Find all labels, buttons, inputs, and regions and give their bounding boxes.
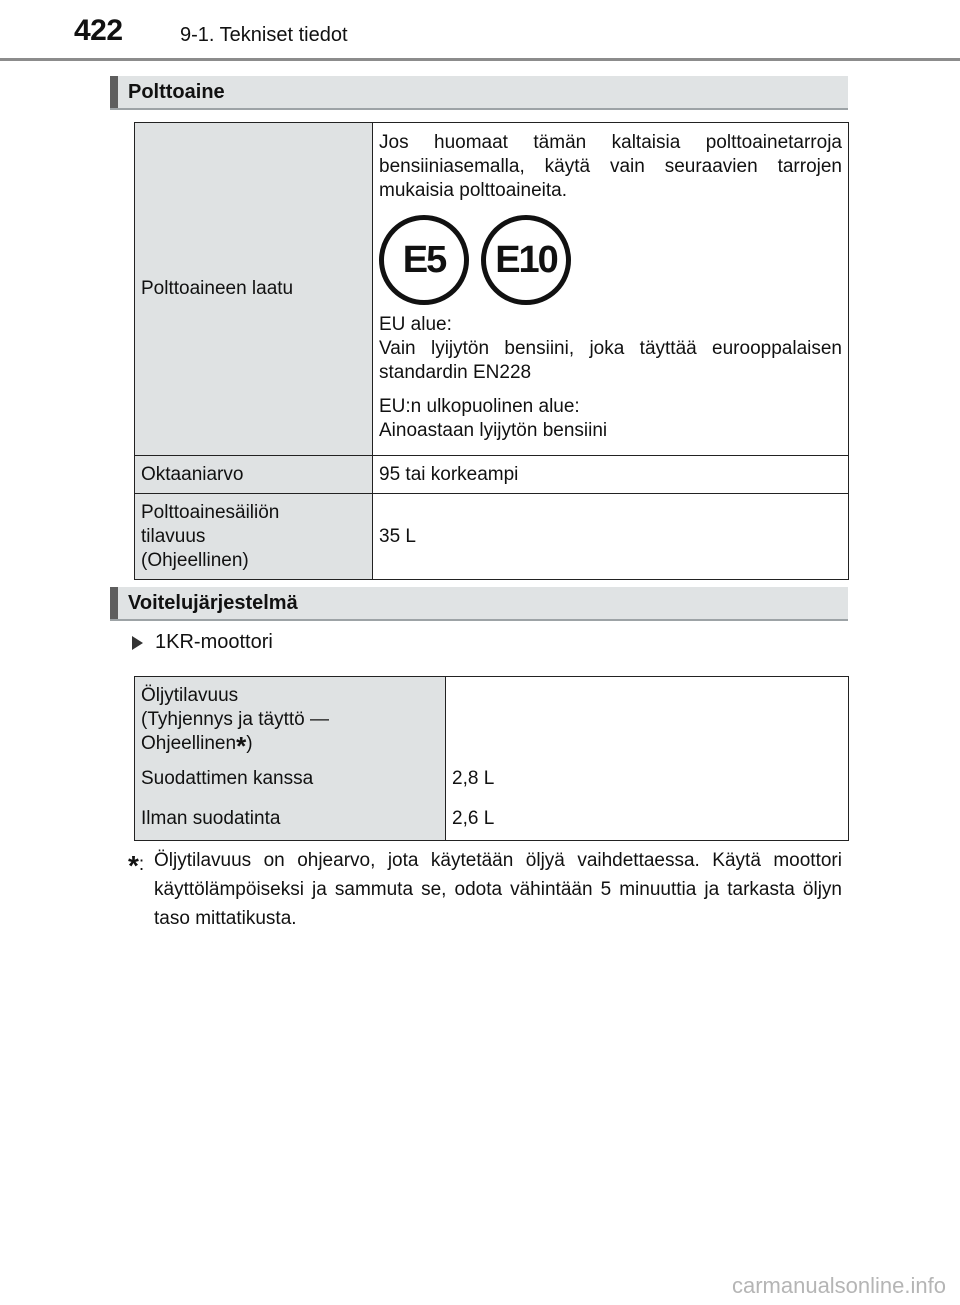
- chapter-title: 9-1. Tekniset tiedot: [180, 24, 348, 46]
- engine-bullet: [132, 631, 273, 654]
- eu-region-text: Vain lyijytön bensiini, joka täyttää eurooppalaisen standardin EN228: [379, 338, 842, 383]
- non-eu-region-title: EU:n ulkopuolinen alue:: [379, 396, 580, 417]
- oil-capacity-label-line: (Tyhjennys ja täyttö —: [141, 708, 329, 730]
- oil-capacity-label-line: Öljytilavuus: [141, 684, 239, 706]
- section-header-bar: [110, 587, 118, 619]
- tank-label-line: (Ohjeellinen): [141, 549, 249, 571]
- tank-label-line: Polttoainesäiliön: [141, 501, 280, 523]
- footnote-star-marker: *: [236, 730, 247, 761]
- section-header-fuel: [110, 76, 848, 110]
- engine-label: 1KR-moottori: [155, 631, 273, 653]
- without-filter-label: Ilman suodatinta: [135, 799, 446, 841]
- watermark: carmanualsonline.info: [731, 1273, 946, 1298]
- oil-spec-table: [134, 676, 849, 841]
- e10-badge: E10: [481, 215, 571, 305]
- footnote-marker: [128, 846, 144, 879]
- section-title-oil: Voitelujärjestelmä: [128, 592, 298, 614]
- oil-capacity-empty-cell: [446, 677, 849, 759]
- footnote-star: *: [128, 850, 139, 881]
- oil-capacity-label-line: [141, 730, 439, 761]
- triangle-bullet-icon: [132, 636, 143, 650]
- tank-capacity-label: [135, 494, 373, 580]
- fuel-label-badges: [379, 215, 842, 305]
- octane-label: Oktaaniarvo: [135, 456, 373, 494]
- fuel-spec-table: [134, 122, 849, 580]
- tank-capacity-value: 35 L: [373, 494, 849, 580]
- table-row: [135, 494, 849, 580]
- tank-label-line: tilavuus: [141, 525, 206, 547]
- section-title-fuel: Polttoaine: [128, 81, 225, 103]
- table-row: [135, 799, 849, 841]
- table-row: [135, 456, 849, 494]
- without-filter-value: 2,6 L: [446, 799, 849, 841]
- table-row: [135, 759, 849, 799]
- oil-capacity-label: [135, 677, 446, 759]
- with-filter-value: 2,8 L: [446, 759, 849, 799]
- footnote: [128, 846, 842, 933]
- non-eu-region-text: Ainoastaan lyijytön bensiini: [379, 420, 608, 441]
- footnote-colon: :: [138, 854, 145, 875]
- oil-capacity-label-text: ): [246, 732, 253, 754]
- table-row: [135, 123, 849, 456]
- table-row: [135, 677, 849, 759]
- fuel-quality-cell: [373, 123, 849, 456]
- page-number: 422: [74, 14, 123, 47]
- e5-badge: E5: [379, 215, 469, 305]
- octane-value: 95 tai korkeampi: [373, 456, 849, 494]
- section-header-bar: [110, 76, 118, 108]
- header-rule: [0, 58, 960, 61]
- with-filter-label: Suodattimen kanssa: [135, 759, 446, 799]
- oil-capacity-label-text: Ohjeellinen: [141, 732, 237, 754]
- footnote-text: Öljytilavuus on ohjearvo, jota käytetään öljyä vaihdettaessa. Käytä moottori käyttölämpöiseksi ja sammuta se, odota vähintään 5 minuuttia ja tarkasta öljyn taso mittatikusta.: [154, 850, 842, 929]
- fuel-quality-intro: Jos huomaat tämän kaltaisia polttoainetarroja bensiiniasemalla, käytä vain seuraavien tarrojen mukaisia polttoaineita.: [379, 132, 842, 201]
- fuel-quality-label: Polttoaineen laatu: [135, 123, 373, 456]
- section-header-oil: [110, 587, 848, 621]
- eu-region-title: EU alue:: [379, 314, 452, 335]
